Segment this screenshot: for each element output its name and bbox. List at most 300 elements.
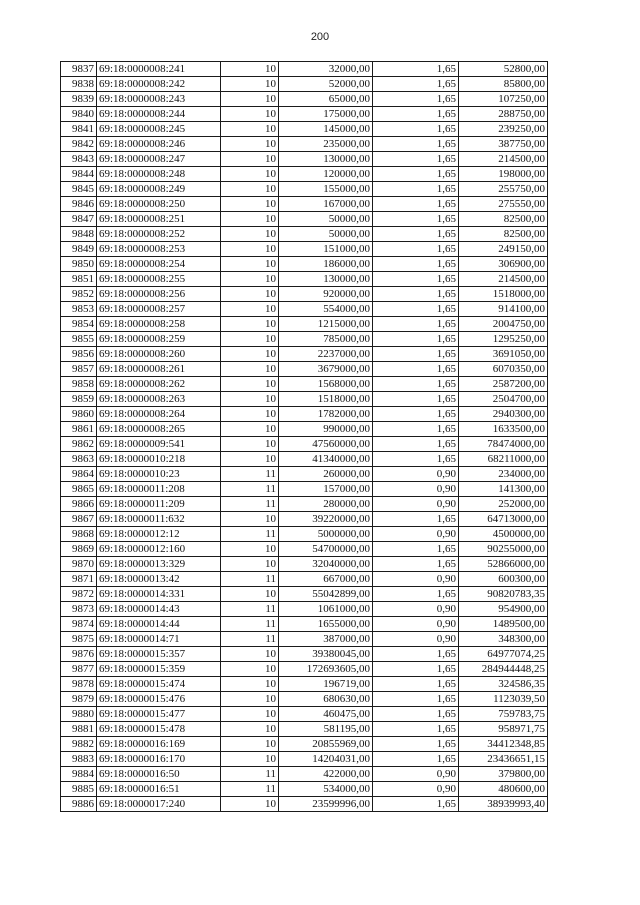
cadastral-number-cell: 69:18:0000012:12 xyxy=(97,527,221,542)
cadastral-number-cell: 69:18:0000014:44 xyxy=(97,617,221,632)
table-row xyxy=(61,737,548,752)
calculated-value-cell: 234000,00 xyxy=(459,467,548,482)
row-number-cell: 9857 xyxy=(61,362,97,377)
table-row xyxy=(61,602,548,617)
table-row xyxy=(61,692,548,707)
table-row xyxy=(61,77,548,92)
cadastral-number-cell: 69:18:0000014:43 xyxy=(97,602,221,617)
calculated-value-cell: 52800,00 xyxy=(459,62,548,77)
cadastral-value-cell: 65000,00 xyxy=(279,92,373,107)
row-number-cell: 9849 xyxy=(61,242,97,257)
cadastral-number-cell: 69:18:0000008:243 xyxy=(97,92,221,107)
table-row xyxy=(61,452,548,467)
coefficient-cell: 1,65 xyxy=(373,332,459,347)
coefficient-cell: 1,65 xyxy=(373,437,459,452)
cadastral-value-cell: 145000,00 xyxy=(279,122,373,137)
calculated-value-cell: 64977074,25 xyxy=(459,647,548,662)
cadastral-number-cell: 69:18:0000008:255 xyxy=(97,272,221,287)
row-number-cell: 9884 xyxy=(61,767,97,782)
coefficient-cell: 1,65 xyxy=(373,737,459,752)
coefficient-cell: 1,65 xyxy=(373,557,459,572)
cadastral-value-cell: 41340000,00 xyxy=(279,452,373,467)
table-row xyxy=(61,212,548,227)
calculated-value-cell: 1633500,00 xyxy=(459,422,548,437)
cadastral-value-cell: 5000000,00 xyxy=(279,527,373,542)
group-code-cell: 11 xyxy=(221,782,279,797)
table-row xyxy=(61,707,548,722)
cadastral-value-cell: 157000,00 xyxy=(279,482,373,497)
row-number-cell: 9843 xyxy=(61,152,97,167)
table-row xyxy=(61,572,548,587)
calculated-value-cell: 306900,00 xyxy=(459,257,548,272)
group-code-cell: 11 xyxy=(221,602,279,617)
table-row xyxy=(61,752,548,767)
coefficient-cell: 1,65 xyxy=(373,302,459,317)
group-code-cell: 10 xyxy=(221,107,279,122)
group-code-cell: 11 xyxy=(221,467,279,482)
calculated-value-cell: 85800,00 xyxy=(459,77,548,92)
calculated-value-cell: 90820783,35 xyxy=(459,587,548,602)
table-row xyxy=(61,197,548,212)
calculated-value-cell: 2587200,00 xyxy=(459,377,548,392)
group-code-cell: 10 xyxy=(221,587,279,602)
table-row xyxy=(61,377,548,392)
row-number-cell: 9863 xyxy=(61,452,97,467)
group-code-cell: 11 xyxy=(221,482,279,497)
calculated-value-cell: 480600,00 xyxy=(459,782,548,797)
row-number-cell: 9869 xyxy=(61,542,97,557)
cadastral-number-cell: 69:18:0000014:71 xyxy=(97,632,221,647)
table-row xyxy=(61,662,548,677)
table-row xyxy=(61,782,548,797)
calculated-value-cell: 23436651,15 xyxy=(459,752,548,767)
row-number-cell: 9867 xyxy=(61,512,97,527)
coefficient-cell: 1,65 xyxy=(373,542,459,557)
table-row xyxy=(61,257,548,272)
table-row xyxy=(61,647,548,662)
row-number-cell: 9876 xyxy=(61,647,97,662)
coefficient-cell: 1,65 xyxy=(373,452,459,467)
cadastral-number-cell: 69:18:0000008:265 xyxy=(97,422,221,437)
coefficient-cell: 1,65 xyxy=(373,587,459,602)
cadastral-value-cell: 130000,00 xyxy=(279,272,373,287)
row-number-cell: 9875 xyxy=(61,632,97,647)
calculated-value-cell: 348300,00 xyxy=(459,632,548,647)
cadastral-number-cell: 69:18:0000013:42 xyxy=(97,572,221,587)
cadastral-value-cell: 55042899,00 xyxy=(279,587,373,602)
calculated-value-cell: 759783,75 xyxy=(459,707,548,722)
group-code-cell: 10 xyxy=(221,92,279,107)
calculated-value-cell: 2940300,00 xyxy=(459,407,548,422)
row-number-cell: 9886 xyxy=(61,797,97,812)
coefficient-cell: 1,65 xyxy=(373,317,459,332)
coefficient-cell: 1,65 xyxy=(373,512,459,527)
group-code-cell: 10 xyxy=(221,332,279,347)
cadastral-value-cell: 151000,00 xyxy=(279,242,373,257)
calculated-value-cell: 34412348,85 xyxy=(459,737,548,752)
page-number: 200 xyxy=(310,31,330,43)
group-code-cell: 10 xyxy=(221,662,279,677)
coefficient-cell: 1,65 xyxy=(373,797,459,812)
cadastral-number-cell: 69:18:0000008:244 xyxy=(97,107,221,122)
cadastral-number-cell: 69:18:0000012:160 xyxy=(97,542,221,557)
cadastral-value-cell: 14204031,00 xyxy=(279,752,373,767)
calculated-value-cell: 600300,00 xyxy=(459,572,548,587)
cadastral-number-cell: 69:18:0000016:170 xyxy=(97,752,221,767)
table-row xyxy=(61,422,548,437)
cadastral-number-cell: 69:18:0000016:50 xyxy=(97,767,221,782)
coefficient-cell: 1,65 xyxy=(373,677,459,692)
calculated-value-cell: 3691050,00 xyxy=(459,347,548,362)
cadastral-value-cell: 554000,00 xyxy=(279,302,373,317)
group-code-cell: 11 xyxy=(221,632,279,647)
group-code-cell: 10 xyxy=(221,707,279,722)
coefficient-cell: 0,90 xyxy=(373,767,459,782)
row-number-cell: 9848 xyxy=(61,227,97,242)
calculated-value-cell: 6070350,00 xyxy=(459,362,548,377)
cadastral-number-cell: 69:18:0000010:218 xyxy=(97,452,221,467)
table-row xyxy=(61,242,548,257)
row-number-cell: 9879 xyxy=(61,692,97,707)
group-code-cell: 10 xyxy=(221,677,279,692)
cadastral-value-cell: 3679000,00 xyxy=(279,362,373,377)
calculated-value-cell: 249150,00 xyxy=(459,242,548,257)
coefficient-cell: 1,65 xyxy=(373,182,459,197)
row-number-cell: 9839 xyxy=(61,92,97,107)
group-code-cell: 10 xyxy=(221,122,279,137)
group-code-cell: 10 xyxy=(221,752,279,767)
cadastral-number-cell: 69:18:0000008:264 xyxy=(97,407,221,422)
cadastral-number-cell: 69:18:0000008:257 xyxy=(97,302,221,317)
table-row xyxy=(61,617,548,632)
calculated-value-cell: 90255000,00 xyxy=(459,542,548,557)
cadastral-value-cell: 54700000,00 xyxy=(279,542,373,557)
coefficient-cell: 1,65 xyxy=(373,362,459,377)
cadastral-number-cell: 69:18:0000008:246 xyxy=(97,137,221,152)
cadastral-value-cell: 1655000,00 xyxy=(279,617,373,632)
calculated-value-cell: 288750,00 xyxy=(459,107,548,122)
coefficient-cell: 1,65 xyxy=(373,752,459,767)
table-row xyxy=(61,182,548,197)
cadastral-value-cell: 32000,00 xyxy=(279,62,373,77)
row-number-cell: 9858 xyxy=(61,377,97,392)
calculated-value-cell: 1489500,00 xyxy=(459,617,548,632)
coefficient-cell: 1,65 xyxy=(373,77,459,92)
row-number-cell: 9880 xyxy=(61,707,97,722)
group-code-cell: 10 xyxy=(221,152,279,167)
cadastral-number-cell: 69:18:0000010:23 xyxy=(97,467,221,482)
group-code-cell: 10 xyxy=(221,317,279,332)
coefficient-cell: 1,65 xyxy=(373,662,459,677)
row-number-cell: 9844 xyxy=(61,167,97,182)
row-number-cell: 9850 xyxy=(61,257,97,272)
coefficient-cell: 1,65 xyxy=(373,287,459,302)
cadastral-number-cell: 69:18:0000015:357 xyxy=(97,647,221,662)
cadastral-value-cell: 1215000,00 xyxy=(279,317,373,332)
coefficient-cell: 1,65 xyxy=(373,347,459,362)
group-code-cell: 10 xyxy=(221,137,279,152)
cadastral-number-cell: 69:18:0000008:242 xyxy=(97,77,221,92)
table-row xyxy=(61,542,548,557)
calculated-value-cell: 255750,00 xyxy=(459,182,548,197)
table-row xyxy=(61,332,548,347)
cadastral-value-cell: 387000,00 xyxy=(279,632,373,647)
cadastral-value-cell: 785000,00 xyxy=(279,332,373,347)
coefficient-cell: 1,65 xyxy=(373,257,459,272)
cadastral-number-cell: 69:18:0000008:250 xyxy=(97,197,221,212)
table-row xyxy=(61,512,548,527)
cadastral-number-cell: 69:18:0000015:474 xyxy=(97,677,221,692)
table-row xyxy=(61,167,548,182)
table-row xyxy=(61,122,548,137)
cadastral-number-cell: 69:18:0000016:51 xyxy=(97,782,221,797)
coefficient-cell: 1,65 xyxy=(373,197,459,212)
group-code-cell: 11 xyxy=(221,572,279,587)
group-code-cell: 10 xyxy=(221,407,279,422)
row-number-cell: 9872 xyxy=(61,587,97,602)
calculated-value-cell: 68211000,00 xyxy=(459,452,548,467)
cadastral-value-cell: 20855969,00 xyxy=(279,737,373,752)
row-number-cell: 9838 xyxy=(61,77,97,92)
cadastral-number-cell: 69:18:0000014:331 xyxy=(97,587,221,602)
coefficient-cell: 0,90 xyxy=(373,527,459,542)
coefficient-cell: 1,65 xyxy=(373,422,459,437)
table-row xyxy=(61,407,548,422)
coefficient-cell: 1,65 xyxy=(373,107,459,122)
row-number-cell: 9874 xyxy=(61,617,97,632)
cadastral-value-cell: 680630,00 xyxy=(279,692,373,707)
group-code-cell: 10 xyxy=(221,437,279,452)
cadastral-number-cell: 69:18:0000015:478 xyxy=(97,722,221,737)
cadastral-value-cell: 196719,00 xyxy=(279,677,373,692)
group-code-cell: 10 xyxy=(221,77,279,92)
cadastral-value-cell: 39220000,00 xyxy=(279,512,373,527)
calculated-value-cell: 214500,00 xyxy=(459,152,548,167)
row-number-cell: 9877 xyxy=(61,662,97,677)
table-body xyxy=(61,62,548,812)
calculated-value-cell: 954900,00 xyxy=(459,602,548,617)
coefficient-cell: 1,65 xyxy=(373,242,459,257)
cadastral-value-cell: 990000,00 xyxy=(279,422,373,437)
coefficient-cell: 0,90 xyxy=(373,782,459,797)
cadastral-number-cell: 69:18:0000008:253 xyxy=(97,242,221,257)
cadastral-value-cell: 460475,00 xyxy=(279,707,373,722)
cadastral-number-cell: 69:18:0000008:241 xyxy=(97,62,221,77)
row-number-cell: 9855 xyxy=(61,332,97,347)
coefficient-cell: 1,65 xyxy=(373,122,459,137)
cadastral-value-cell: 1518000,00 xyxy=(279,392,373,407)
coefficient-cell: 0,90 xyxy=(373,602,459,617)
cadastral-value-cell: 534000,00 xyxy=(279,782,373,797)
group-code-cell: 10 xyxy=(221,272,279,287)
coefficient-cell: 0,90 xyxy=(373,482,459,497)
coefficient-cell: 1,65 xyxy=(373,272,459,287)
calculated-value-cell: 52866000,00 xyxy=(459,557,548,572)
group-code-cell: 10 xyxy=(221,647,279,662)
cadastral-number-cell: 69:18:0000015:359 xyxy=(97,662,221,677)
row-number-cell: 9864 xyxy=(61,467,97,482)
coefficient-cell: 1,65 xyxy=(373,407,459,422)
cadastral-value-cell: 32040000,00 xyxy=(279,557,373,572)
table-row xyxy=(61,632,548,647)
row-number-cell: 9852 xyxy=(61,287,97,302)
cadastral-number-cell: 69:18:0000008:249 xyxy=(97,182,221,197)
calculated-value-cell: 1518000,00 xyxy=(459,287,548,302)
calculated-value-cell: 38939993,40 xyxy=(459,797,548,812)
coefficient-cell: 1,65 xyxy=(373,62,459,77)
cadastral-value-cell: 581195,00 xyxy=(279,722,373,737)
table-row xyxy=(61,287,548,302)
cadastral-number-cell: 69:18:0000008:258 xyxy=(97,317,221,332)
table-row xyxy=(61,137,548,152)
cadastral-number-cell: 69:18:0000011:632 xyxy=(97,512,221,527)
row-number-cell: 9846 xyxy=(61,197,97,212)
cadastral-value-cell: 1061000,00 xyxy=(279,602,373,617)
row-number-cell: 9841 xyxy=(61,122,97,137)
table-row xyxy=(61,62,548,77)
table-row xyxy=(61,767,548,782)
cadastral-number-cell: 69:18:0000008:261 xyxy=(97,362,221,377)
row-number-cell: 9870 xyxy=(61,557,97,572)
cadastral-number-cell: 69:18:0000008:262 xyxy=(97,377,221,392)
row-number-cell: 9854 xyxy=(61,317,97,332)
group-code-cell: 10 xyxy=(221,257,279,272)
table-row xyxy=(61,152,548,167)
cadastral-number-cell: 69:18:0000008:252 xyxy=(97,227,221,242)
cadastral-value-cell: 920000,00 xyxy=(279,287,373,302)
group-code-cell: 10 xyxy=(221,227,279,242)
cadastral-value-cell: 23599996,00 xyxy=(279,797,373,812)
cadastral-number-cell: 69:18:0000016:169 xyxy=(97,737,221,752)
table-row xyxy=(61,797,548,812)
calculated-value-cell: 275550,00 xyxy=(459,197,548,212)
table-row xyxy=(61,557,548,572)
cadastral-value-cell: 47560000,00 xyxy=(279,437,373,452)
group-code-cell: 10 xyxy=(221,512,279,527)
group-code-cell: 10 xyxy=(221,722,279,737)
calculated-value-cell: 252000,00 xyxy=(459,497,548,512)
group-code-cell: 10 xyxy=(221,452,279,467)
coefficient-cell: 1,65 xyxy=(373,707,459,722)
cadastral-number-cell: 69:18:0000008:247 xyxy=(97,152,221,167)
cadastral-value-cell: 50000,00 xyxy=(279,227,373,242)
calculated-value-cell: 2004750,00 xyxy=(459,317,548,332)
table-row xyxy=(61,302,548,317)
group-code-cell: 10 xyxy=(221,557,279,572)
cadastral-value-cell: 172693605,00 xyxy=(279,662,373,677)
table-row xyxy=(61,587,548,602)
coefficient-cell: 1,65 xyxy=(373,692,459,707)
cadastral-number-cell: 69:18:0000008:251 xyxy=(97,212,221,227)
calculated-value-cell: 387750,00 xyxy=(459,137,548,152)
cadastral-value-cell: 155000,00 xyxy=(279,182,373,197)
group-code-cell: 11 xyxy=(221,497,279,512)
cadastral-value-table xyxy=(60,61,548,812)
coefficient-cell: 0,90 xyxy=(373,617,459,632)
cadastral-value-cell: 39380045,00 xyxy=(279,647,373,662)
group-code-cell: 10 xyxy=(221,422,279,437)
calculated-value-cell: 914100,00 xyxy=(459,302,548,317)
group-code-cell: 10 xyxy=(221,302,279,317)
calculated-value-cell: 1295250,00 xyxy=(459,332,548,347)
group-code-cell: 10 xyxy=(221,392,279,407)
row-number-cell: 9878 xyxy=(61,677,97,692)
group-code-cell: 10 xyxy=(221,362,279,377)
row-number-cell: 9861 xyxy=(61,422,97,437)
calculated-value-cell: 958971,75 xyxy=(459,722,548,737)
coefficient-cell: 0,90 xyxy=(373,467,459,482)
cadastral-number-cell: 69:18:0000008:260 xyxy=(97,347,221,362)
coefficient-cell: 1,65 xyxy=(373,377,459,392)
group-code-cell: 10 xyxy=(221,347,279,362)
cadastral-number-cell: 69:18:0000008:263 xyxy=(97,392,221,407)
row-number-cell: 9873 xyxy=(61,602,97,617)
calculated-value-cell: 198000,00 xyxy=(459,167,548,182)
calculated-value-cell: 284944448,25 xyxy=(459,662,548,677)
table-row xyxy=(61,362,548,377)
coefficient-cell: 0,90 xyxy=(373,497,459,512)
cadastral-value-cell: 186000,00 xyxy=(279,257,373,272)
cadastral-value-cell: 120000,00 xyxy=(279,167,373,182)
calculated-value-cell: 324586,35 xyxy=(459,677,548,692)
calculated-value-cell: 82500,00 xyxy=(459,227,548,242)
group-code-cell: 10 xyxy=(221,167,279,182)
calculated-value-cell: 78474000,00 xyxy=(459,437,548,452)
group-code-cell: 10 xyxy=(221,197,279,212)
table-row xyxy=(61,92,548,107)
coefficient-cell: 1,65 xyxy=(373,212,459,227)
table-row xyxy=(61,482,548,497)
cadastral-number-cell: 69:18:0000009:541 xyxy=(97,437,221,452)
row-number-cell: 9847 xyxy=(61,212,97,227)
table-row xyxy=(61,527,548,542)
calculated-value-cell: 82500,00 xyxy=(459,212,548,227)
coefficient-cell: 1,65 xyxy=(373,227,459,242)
group-code-cell: 10 xyxy=(221,542,279,557)
calculated-value-cell: 2504700,00 xyxy=(459,392,548,407)
coefficient-cell: 1,65 xyxy=(373,167,459,182)
row-number-cell: 9881 xyxy=(61,722,97,737)
cadastral-value-cell: 235000,00 xyxy=(279,137,373,152)
cadastral-number-cell: 69:18:0000013:329 xyxy=(97,557,221,572)
cadastral-number-cell: 69:18:0000011:208 xyxy=(97,482,221,497)
row-number-cell: 9860 xyxy=(61,407,97,422)
table-row xyxy=(61,107,548,122)
row-number-cell: 9859 xyxy=(61,392,97,407)
group-code-cell: 10 xyxy=(221,797,279,812)
row-number-cell: 9853 xyxy=(61,302,97,317)
table-row xyxy=(61,497,548,512)
row-number-cell: 9885 xyxy=(61,782,97,797)
row-number-cell: 9865 xyxy=(61,482,97,497)
cadastral-value-cell: 50000,00 xyxy=(279,212,373,227)
group-code-cell: 10 xyxy=(221,692,279,707)
row-number-cell: 9862 xyxy=(61,437,97,452)
row-number-cell: 9851 xyxy=(61,272,97,287)
calculated-value-cell: 379800,00 xyxy=(459,767,548,782)
row-number-cell: 9856 xyxy=(61,347,97,362)
group-code-cell: 10 xyxy=(221,737,279,752)
row-number-cell: 9840 xyxy=(61,107,97,122)
table-row xyxy=(61,677,548,692)
cadastral-number-cell: 69:18:0000008:254 xyxy=(97,257,221,272)
coefficient-cell: 1,65 xyxy=(373,647,459,662)
calculated-value-cell: 1123039,50 xyxy=(459,692,548,707)
calculated-value-cell: 214500,00 xyxy=(459,272,548,287)
group-code-cell: 10 xyxy=(221,212,279,227)
cadastral-value-cell: 1782000,00 xyxy=(279,407,373,422)
table-row xyxy=(61,437,548,452)
